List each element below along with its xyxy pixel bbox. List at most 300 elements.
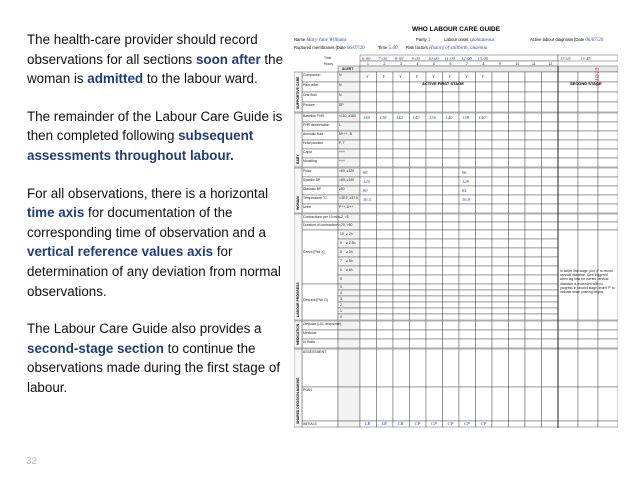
descent-cell (377, 296, 394, 302)
data-cell (426, 214, 443, 222)
data-cell (410, 195, 427, 204)
data-cell (509, 321, 526, 330)
data-cell (525, 102, 542, 112)
data-cell (542, 195, 559, 204)
hour-number: 9 (499, 61, 501, 66)
data-cell (542, 92, 559, 102)
data-cell-second (558, 204, 578, 213)
cervix-cell (509, 230, 526, 239)
cervix-cell (476, 275, 493, 284)
data-cell (542, 102, 559, 112)
data-cell (443, 222, 460, 230)
cervix-cell (509, 248, 526, 257)
data-cell (393, 214, 410, 222)
descent-cell (542, 308, 559, 314)
row-label: ASSESSMENT (303, 350, 327, 354)
initials-entry: LR (365, 421, 371, 426)
data-cell (509, 92, 526, 102)
data-cell-second (598, 195, 618, 204)
cervix-cell (410, 248, 427, 257)
data-cell (377, 140, 394, 149)
data-cell (426, 140, 443, 149)
data-cell (410, 214, 427, 222)
highlighted-text: second-stage section (27, 340, 164, 356)
descent-cell (393, 302, 410, 308)
data-cell (443, 168, 460, 177)
data-cell (393, 168, 410, 177)
descent-cell (509, 302, 526, 308)
data-cell (360, 131, 377, 140)
row-label: Pain relief (303, 83, 319, 87)
time-row-label: Time (324, 56, 332, 60)
highlighted-text: subsequent assessments throughout labour. (27, 128, 254, 163)
descent-cell (476, 290, 493, 296)
paragraph-text: to the labour ward. (143, 71, 258, 87)
data-cell (492, 149, 509, 158)
data-cell (426, 204, 443, 213)
form-title: WHO LABOUR CARE GUIDE (411, 26, 501, 33)
data-cell (525, 177, 542, 186)
descent-mark: 1 (340, 309, 342, 313)
data-cell (426, 131, 443, 140)
data-cell (426, 195, 443, 204)
cervix-cell (542, 239, 559, 248)
descent-cell (525, 308, 542, 314)
row-alert-cell (338, 349, 360, 387)
parity-label: Parity (416, 37, 427, 42)
stage-header (360, 66, 558, 72)
row-label: FHR deceleration (303, 123, 330, 127)
data-cell (492, 214, 509, 222)
descent-cell (443, 296, 460, 302)
data-cell (377, 168, 394, 177)
data-cell (377, 122, 394, 131)
data-cell (509, 131, 526, 140)
data-cell (443, 387, 460, 421)
data-cell (443, 186, 460, 195)
cervix-alert: ≥ 2.5h (346, 241, 356, 245)
data-cell-second (598, 387, 618, 421)
cervix-mark: 5 (340, 277, 342, 281)
descent-label-cell (302, 284, 338, 320)
descent-mark: 5 (340, 285, 342, 289)
data-cell (492, 122, 509, 131)
data-cell-second (558, 339, 578, 348)
data-cell-second (578, 204, 598, 213)
descent-cell (459, 308, 476, 314)
cervix-cell (542, 266, 559, 275)
data-cell (509, 204, 526, 213)
data-cell-second (578, 168, 598, 177)
data-cell-second (598, 102, 618, 112)
cervix-cell (525, 239, 542, 248)
cervix-cell (443, 230, 460, 239)
labour-onset-label: Labour onset (444, 37, 469, 42)
data-cell-second (598, 131, 618, 140)
cervix-cell (410, 275, 427, 284)
data-cell (459, 339, 476, 348)
initials-entry: CP (431, 421, 437, 426)
cervix-mark: 7 (340, 259, 342, 263)
data-cell (476, 168, 493, 177)
cervix-cell (542, 248, 559, 257)
data-cell (377, 204, 394, 213)
data-cell (525, 195, 542, 204)
descent-cell (542, 314, 559, 320)
cervix-cell (525, 248, 542, 257)
descent-cell (426, 302, 443, 308)
descent-cell (360, 308, 377, 314)
cervix-cell (542, 275, 559, 284)
hour-number: 3 (400, 61, 402, 66)
cervix-cell (377, 239, 394, 248)
row-label: PLAN (303, 388, 312, 392)
data-cell-second (558, 113, 578, 122)
initials-entry: LR (381, 421, 387, 426)
hour-number: 11 (532, 61, 536, 66)
descent-cell (393, 314, 410, 320)
descent-cell (410, 296, 427, 302)
cervix-cell (459, 239, 476, 248)
descent-cell (410, 284, 427, 290)
hour-number: 10 (515, 61, 520, 66)
data-cell-second (598, 140, 618, 149)
cervix-cell (426, 248, 443, 257)
descent-cell (360, 284, 377, 290)
data-cell (542, 214, 559, 222)
paragraph-text: the woman is (27, 51, 284, 87)
descent-cell (443, 290, 460, 296)
data-cell (377, 195, 394, 204)
data-cell (476, 102, 493, 112)
data-cell (492, 222, 509, 230)
data-cell-second (558, 330, 578, 339)
time-value: 11:00 (444, 55, 455, 61)
cervix-cell (410, 230, 427, 239)
data-cell (525, 82, 542, 92)
data-cell-second (558, 177, 578, 186)
data-cell (426, 321, 443, 330)
descent-cell (525, 314, 542, 320)
fhr-entry: 140 (478, 115, 486, 120)
data-cell (492, 421, 509, 427)
data-cell (525, 222, 542, 230)
cervix-cell (377, 275, 394, 284)
row-alert: ≤2, >5 (339, 215, 349, 219)
data-cell-second (558, 421, 578, 427)
form-grid (294, 26, 618, 458)
data-cell (360, 122, 377, 131)
descent-cell (525, 290, 542, 296)
data-cell (509, 387, 526, 421)
descent-cell (377, 284, 394, 290)
row-alert: N (339, 73, 342, 77)
data-cell-second (578, 149, 598, 158)
stage-header-second (558, 66, 618, 72)
initials-entry: CP (480, 421, 487, 426)
data-cell (492, 131, 509, 140)
data-cell (377, 321, 394, 330)
data-cell (443, 122, 460, 131)
hours-row (360, 61, 558, 66)
cervix-cell (459, 257, 476, 266)
data-cell-second (578, 339, 598, 348)
data-cell (509, 186, 526, 195)
data-cell-second (558, 387, 578, 421)
active-first-stage-label: ACTIVE FIRST STAGE (422, 81, 464, 86)
row-alert: P, T (339, 141, 345, 145)
data-cell (509, 214, 526, 222)
data-cell (525, 92, 542, 102)
cervix-cell (459, 266, 476, 275)
time-value: 6:00 (362, 55, 371, 61)
data-cell (525, 131, 542, 140)
cervix-cell (476, 248, 493, 257)
data-cell (509, 149, 526, 158)
cervix-cell (492, 239, 509, 248)
data-cell-second (558, 131, 578, 140)
descent-mark: 2 (340, 303, 342, 307)
data-cell (410, 339, 427, 348)
fhr-entry: 140 (445, 115, 453, 120)
data-cell (443, 177, 460, 186)
cervix-cell (476, 239, 493, 248)
descent-cell (393, 308, 410, 314)
descent-cell (410, 290, 427, 296)
data-cell (393, 195, 410, 204)
data-cell (509, 122, 526, 131)
data-cell (525, 349, 542, 387)
data-cell (426, 186, 443, 195)
data-cell (476, 339, 493, 348)
data-cell (476, 177, 493, 186)
descent-mark: 3 (340, 297, 342, 301)
cervix-cell (492, 266, 509, 275)
data-cell (476, 387, 493, 421)
data-cell (509, 158, 526, 167)
descent-cell (393, 290, 410, 296)
data-cell (360, 214, 377, 222)
descent-cell (525, 296, 542, 302)
time-value: 13:05 (560, 55, 571, 61)
cervix-cell (377, 257, 394, 266)
data-cell (410, 222, 427, 230)
data-cell (542, 349, 559, 387)
data-cell (377, 339, 394, 348)
data-cell-second (598, 177, 618, 186)
fhr-entry: 138 (462, 115, 469, 120)
cervix-cell (360, 257, 377, 266)
data-cell (443, 349, 460, 387)
descent-cell (509, 308, 526, 314)
data-cell-second (598, 339, 618, 348)
data-cell (492, 158, 509, 167)
row-alert-cell (338, 339, 360, 348)
data-cell (393, 349, 410, 387)
data-cell-second (598, 421, 618, 427)
descent-cell (426, 314, 443, 320)
data-cell (509, 102, 526, 112)
data-cell (509, 222, 526, 230)
cervix-cell (377, 230, 394, 239)
data-cell (476, 222, 493, 230)
second-stage-annotation: 6/10/10 (595, 67, 601, 86)
row-label: Oxytocin (U/L, drops/min) (303, 322, 342, 326)
data-cell (542, 82, 559, 92)
data-cell-second (558, 92, 578, 102)
data-cell (492, 204, 509, 213)
data-cell-second (558, 222, 578, 230)
data-cell-second (578, 330, 598, 339)
descent-cell (492, 302, 509, 308)
data-cell-second (578, 122, 598, 131)
data-cell (360, 321, 377, 330)
data-cell-second (578, 131, 598, 140)
descent-cell (410, 314, 427, 320)
data-cell (410, 168, 427, 177)
descent-mark: 0 (340, 315, 342, 319)
data-cell (426, 168, 443, 177)
ruptured-value: 06/07/20 (346, 46, 365, 51)
fhr-entry: 142 (396, 115, 403, 120)
cervix-cell (509, 239, 526, 248)
data-cell (476, 82, 493, 92)
data-cell (542, 339, 559, 348)
data-cell-second (598, 349, 618, 387)
data-cell (426, 349, 443, 387)
data-cell-second (598, 330, 618, 339)
descent-cell (476, 308, 493, 314)
data-cell (476, 186, 493, 195)
data-cell (410, 321, 427, 330)
data-cell-second (598, 204, 618, 213)
cervix-cell (393, 239, 410, 248)
supportive-entry: Y (432, 74, 435, 79)
descent-cell (426, 290, 443, 296)
data-cell (393, 122, 410, 131)
labour-onset-value: spontaneous (469, 38, 495, 43)
row-label: Oral fluid (303, 93, 317, 97)
data-cell (426, 330, 443, 339)
supportive-entry: Y (448, 74, 452, 79)
slide-paragraph (27, 184, 289, 302)
ruptured-label: Ruptured membranes [Date (294, 45, 346, 50)
cervix-cell (476, 266, 493, 275)
data-cell (360, 330, 377, 339)
descent-cell (476, 314, 493, 320)
data-cell (525, 122, 542, 131)
data-cell-second (578, 113, 598, 122)
descent-cell (476, 302, 493, 308)
time-value: 13:00 (477, 55, 489, 61)
data-cell (476, 195, 493, 204)
cervix-cell (393, 248, 410, 257)
data-cell (476, 149, 493, 158)
data-cell (426, 222, 443, 230)
data-cell-second (558, 168, 578, 177)
data-cell (443, 149, 460, 158)
descent-cell (459, 296, 476, 302)
cervix-cell (360, 230, 377, 239)
data-cell (509, 168, 526, 177)
cervix-cell (542, 230, 559, 239)
data-cell (459, 158, 476, 167)
data-cell (426, 177, 443, 186)
row-alert: <60, ≥120 (339, 169, 355, 173)
data-cell (459, 122, 476, 131)
descent-cell (492, 296, 509, 302)
data-cell (393, 222, 410, 230)
paragraph-text: The remainder of the Labour Care Guide is then completed following (27, 108, 283, 144)
data-cell-second (558, 186, 578, 195)
hour-number: 12 (548, 61, 553, 66)
data-cell (377, 349, 394, 387)
labour-care-guide-form (294, 26, 618, 458)
data-cell (525, 168, 542, 177)
hour-number: 1 (367, 61, 369, 66)
data-cell (542, 204, 559, 213)
data-cell (377, 131, 394, 140)
row-label: IV fluids (303, 340, 316, 344)
data-cell (443, 204, 460, 213)
data-cell (393, 330, 410, 339)
supportive-entry: Y (399, 74, 402, 79)
slide-paragraph (27, 30, 289, 89)
hour-number: 6 (449, 61, 452, 66)
cervix-cell (459, 230, 476, 239)
row-label: Posture (303, 103, 315, 107)
descent-cell (443, 284, 460, 290)
data-cell (542, 330, 559, 339)
data-cell (509, 330, 526, 339)
descent-cell (459, 314, 476, 320)
cervix-label-cell (302, 230, 338, 284)
descent-cell (492, 314, 509, 320)
descent-cell (377, 308, 394, 314)
data-cell (443, 330, 460, 339)
data-cell (459, 149, 476, 158)
data-cell-second (598, 222, 618, 230)
row-label: Cervix [Plot X] (303, 250, 325, 254)
name-value: Mary Jane Williams (306, 38, 347, 43)
section-label: SHARED DECISION-MAKING (295, 377, 300, 424)
data-cell (393, 158, 410, 167)
cervix-plot-note: In active first stage, plot 'X' to record cervical dilatation. Alert triggered when lag time for current cervical dilatation is exceeded with no progress in second stage, insert 'P' to indicate when pushing begins. (560, 269, 615, 295)
data-cell-second (598, 92, 618, 102)
data-cell (360, 222, 377, 230)
cervix-cell (426, 266, 443, 275)
woman-entry: 84 (462, 188, 467, 193)
cervix-cell (360, 275, 377, 284)
data-cell (393, 82, 410, 92)
woman-entry: 36.9 (462, 197, 471, 202)
time-row (360, 55, 558, 61)
data-cell (525, 186, 542, 195)
row-label: Duration of contractions (303, 223, 339, 227)
row-label: Baseline FHR (303, 114, 324, 118)
descent-mark: 4 (340, 291, 342, 295)
row-alert: <20, >60 (339, 223, 353, 227)
data-cell-second (578, 158, 598, 167)
data-cell (377, 387, 394, 421)
data-cell (509, 72, 526, 82)
cervix-cell (492, 257, 509, 266)
row-alert-cell (338, 330, 360, 339)
data-cell (509, 339, 526, 348)
row-label: Contractions per 10 min (303, 215, 339, 219)
data-cell-second (558, 149, 578, 158)
descent-cell (476, 296, 493, 302)
